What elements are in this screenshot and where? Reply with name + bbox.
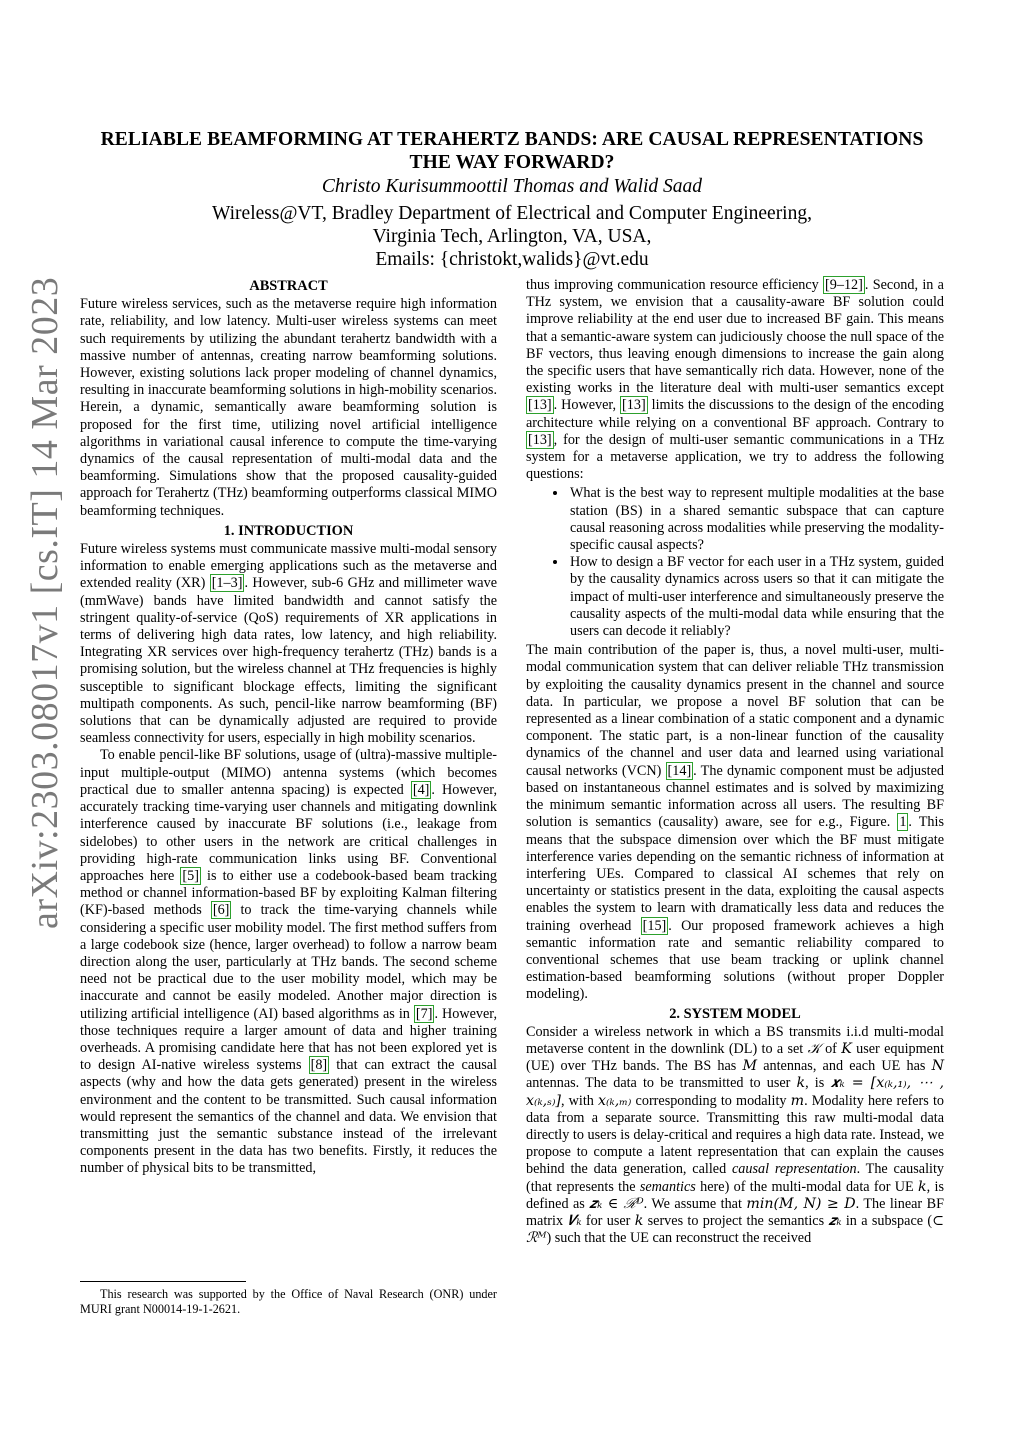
affiliation-line-1: Wireless@VT, Bradley Department of Electrical and Computer Engineering, xyxy=(212,203,812,224)
math: ⊂ ℛᴹ xyxy=(526,1212,944,1247)
math: x₍ₖ,ₘ₎ xyxy=(598,1092,632,1109)
math: k xyxy=(634,1212,644,1229)
math: M xyxy=(742,1058,758,1075)
citation-link[interactable]: [5] xyxy=(182,867,199,884)
math: 𝑽ₖ xyxy=(567,1212,582,1229)
title-line-2: THE WAY FORWARD? xyxy=(409,152,615,173)
right-column xyxy=(526,277,944,1247)
math: m xyxy=(790,1092,805,1109)
left-column xyxy=(80,277,497,1178)
math: 𝒛ₖ xyxy=(828,1212,842,1229)
system-model-paragraph: Consider a wireless network in which a BS transmits i.i.d multi-modal metaverse content in the downlink (DL) to a set 𝒦 of K user equipment (UE) over THz bands. The BS has M antennas, and each UE has N antennas. The data to be transmitted to user k, is 𝒙ₖ = [x₍ₖ,₁₎, ⋯ , x₍ₖ,ₛ₎], with x₍ₖ,ₘ₎ corresponding to modality m. Modality here refers to data from a separate source. Transmitting this raw multi-modal data directly to users is delay-critical and requires a high data rate. Instead, we propose to compute a latent representation that can explain the causes behind the data generation, called causal representation. The causality (that represents the semantics here) of the multi-modal data for UE k, is defined as 𝒛ₖ ∈ ℛᴰ. We assume that min(M, N) ≥ D. The linear BF matrix 𝑽ₖ for user k serves to project the semantics 𝒛ₖ in a subspace (⊂ ℛᴹ) such that the UE can reconstruct the received xyxy=(526,1023,945,1247)
citation-link[interactable]: [15] xyxy=(642,917,667,934)
math: 𝒛ₖ ∈ ℛᴰ xyxy=(589,1195,644,1212)
citation-link[interactable]: [13] xyxy=(622,397,646,414)
footnote-text: This research was supported by the Office of Naval Research (ONR) under MURI grant N00014-19-1-2621. xyxy=(80,1287,497,1316)
math: N xyxy=(931,1058,944,1075)
citation-link[interactable]: [7] xyxy=(415,1005,433,1022)
system-model-heading: 2. SYSTEM MODEL xyxy=(669,1005,801,1022)
footnote-rule xyxy=(80,1281,246,1282)
abstract-text: Future wireless services, such as the metaverse require high information rate, reliability, and low latency. Multi-user wireless systems can meet such requirements by utilizing the abundant terahertz bandwidth with a massive number of antennas, creating narrow beamforming solutions. However, existing solutions lack proper modeling of channel dynamics, resulting in inaccurate beamforming solutions in high-mobility scenarios. Herein, a dynamic, semantically aware beamforming solution is proposed for the first time, utilizing novel artificial intelligence algorithms in variational causal inference to compute the time-varying dynamics of the causal representation of multi-modal data and the beamforming. Simulations show that the proposed causality-guided approach for Terahertz (THz) beamforming outperforms classical MIMO beamforming techniques. xyxy=(80,296,497,519)
abstract-heading: ABSTRACT xyxy=(249,278,328,294)
citation-link[interactable]: [6] xyxy=(212,902,230,919)
citation-link[interactable]: [4] xyxy=(412,781,430,798)
authors: Christo Kurisummoottil Thomas and Walid Saad xyxy=(321,176,703,197)
contribution-paragraph: The main contribution of the paper is, thus, a novel multi-user, multi-modal communication system that can deliver reliable THz transmission by exploiting the causality dynamics present in the channel and source data. In particular, we propose a novel BF solution that can be represented as a linear combination of a static component and a dynamic component. The static part, is a non-linear function of the causality dynamics of the channel and user data and learned using variational causal networks (VCN) [14] . The dynamic component must be adjusted based on instantaneous channel estimates and is solved by maximizing the minimum semantic information across all users. The resulting BF solution is semantics (causality) aware, see for e.g., Figure. 1 . This means that the subspace dimension over which the BF must mitigate interference varies depending on the semantic richness of information at interfering UEs. Compared to classical AI schemes that rely on uncertainty or statistics present in the data, exploiting the causal aspects enables the system to learn with dramatically less data and reduces the training overhead [15] . Our proposed framework achieves a high semantic information rate and semantic reliability compared to conventional schemes that use beam tracking or uplink channel estimation-based beamforming solutions (without proper Doppler modeling). xyxy=(526,642,944,1003)
emphasis: causal representation xyxy=(732,1161,857,1178)
list-item: • What is the best way to represent multiple modalities at the base station (BS) in a shared semantic subspace that can capture causal reasoning across modalities while preserving the modality-specific causal aspects? xyxy=(568,485,944,554)
footnote xyxy=(80,1287,497,1316)
citation-link[interactable]: [14] xyxy=(667,762,692,779)
emails: Emails: {christokt,walids}@vt.edu xyxy=(375,249,649,270)
intro-paragraph-2: To enable pencil-like BF solutions, usage of (ultra)-massive multiple-input multiple-output (MIMO) antenna systems (which becomes practical due to smaller antenna spacing) is expected [4] . However, accurately tracking time-varying user channels and mitigating downlink interference caused by inaccurate BF solutions (i.e., leakage from sidelobes) to other users in the network are critical challenges in providing high-rate communication links using BF. Conventional approaches here [5] is to either use a codebook-based beam tracking method or channel information-based BF by exploiting Kalman filtering (KF)-based methods [6] to track the time-varying channels while considering a specific user mobility model. The first method suffers from a large codebook size (hence, larger overhead) to follow a narrow beam direction along the user, particularly at THz bands. The second scheme need not be practical due to the user mobility model, which may be inaccurate and cannot be easily modeled. Another major direction is utilizing artificial intelligence (AI) based algorithms as in [7] . However, those techniques require a larger amount of data and higher training overheads. A promising candidate here that has not been explored yet is to design AI-native wireless systems [8] that can extract the causal aspects (why and how the data gets generated) present in the wireless environment and the content to be transmitted. Such causal information would represent the semantics of the channel and data. We envision that transmitting just the semantic substance instead of the irrelevant components present in the data has two benefits. Firstly, it reduces the number of physical bits to be transmitted, xyxy=(80,747,497,1177)
intro-paragraph-1: Future wireless systems must communicate massive multi-modal sensory information to enable emerging applications such as the metaverse and extended reality (XR) [1–3] . However, sub-6 GHz and millimeter wave (mmWave) bands have limited bandwidth and cannot satisfy the stringent quality-of-service (QoS) requirements of XR applications in terms of delivering high data rates, low latency, and high reliability. Integrating XR services over high-frequency terahertz (THz) bands is a promising solution, but the wireless channel at THz frequencies is highly susceptible to significant blockage effects, limiting the significant multipath components. As such, pencil-like narrow beamforming (BF) solutions that can be dynamically adjusted are required to provide seamless connectivity for users, especially in high mobility scenarios. xyxy=(80,541,497,747)
citation-link[interactable]: [13] xyxy=(528,431,552,448)
paper-title xyxy=(60,128,964,174)
arxiv-stamp: arXiv:2303.08017v1 [cs.IT] 14 Mar 2023 xyxy=(24,276,66,929)
affiliation xyxy=(60,202,964,271)
citation-link[interactable]: [1–3] xyxy=(211,575,243,592)
citation-link[interactable]: [9–12] xyxy=(825,277,863,293)
math: K xyxy=(841,1040,852,1057)
emphasis: semantics xyxy=(639,1178,696,1195)
affiliation-line-2: Virginia Tech, Arlington, VA, USA, xyxy=(372,226,652,247)
citation-link[interactable]: [13] xyxy=(528,397,552,414)
citation-link[interactable]: [8] xyxy=(310,1057,328,1074)
math: 𝒙ₖ = [x₍ₖ,₁₎, ⋯ , x₍ₖ,ₛ₎] xyxy=(526,1075,944,1109)
list-item: • How to design a BF vector for each user in a THz system, guided by the causality dynamics across users so that it can mitigate the impact of multi-user interference and simultaneously preserve the causality aspects of the multi-modal data while ensuring that the users can decode it reliably? xyxy=(568,554,944,640)
math: k xyxy=(918,1178,927,1195)
intro-paragraph-3: thus improving communication resource efficiency [9–12] . Second, in a THz system, we envision that a causality-aware BF solution could improve reliability at the end user due to increased BF gain. This means that a semantic-aware system can judiciously choose the null space of the BF vectors, thus leaving enough dimensions to increase the gain along the specific users that have semantically rich data. However, none of the existing works in the literature deal with multi-user semantics except [13] . However, [13] limits the discussions to the design of the encoding architecture while relying on a conventional BF approach. Contrary to [13] , for the design of multi-user semantic communications in a THz system for a metaverse application, we try to address the following questions: xyxy=(526,277,944,483)
intro-heading: 1. INTRODUCTION xyxy=(223,522,354,539)
math: min(M, N) ≥ D xyxy=(746,1195,856,1212)
questions-list xyxy=(526,485,944,640)
figure-link[interactable]: 1 xyxy=(899,814,907,831)
math: 𝒦 xyxy=(807,1040,821,1057)
title-line-1: RELIABLE BEAMFORMING AT TERAHERTZ BANDS: ARE CAUSAL REPRESENTATIONS xyxy=(100,129,924,150)
math: k xyxy=(796,1075,806,1092)
